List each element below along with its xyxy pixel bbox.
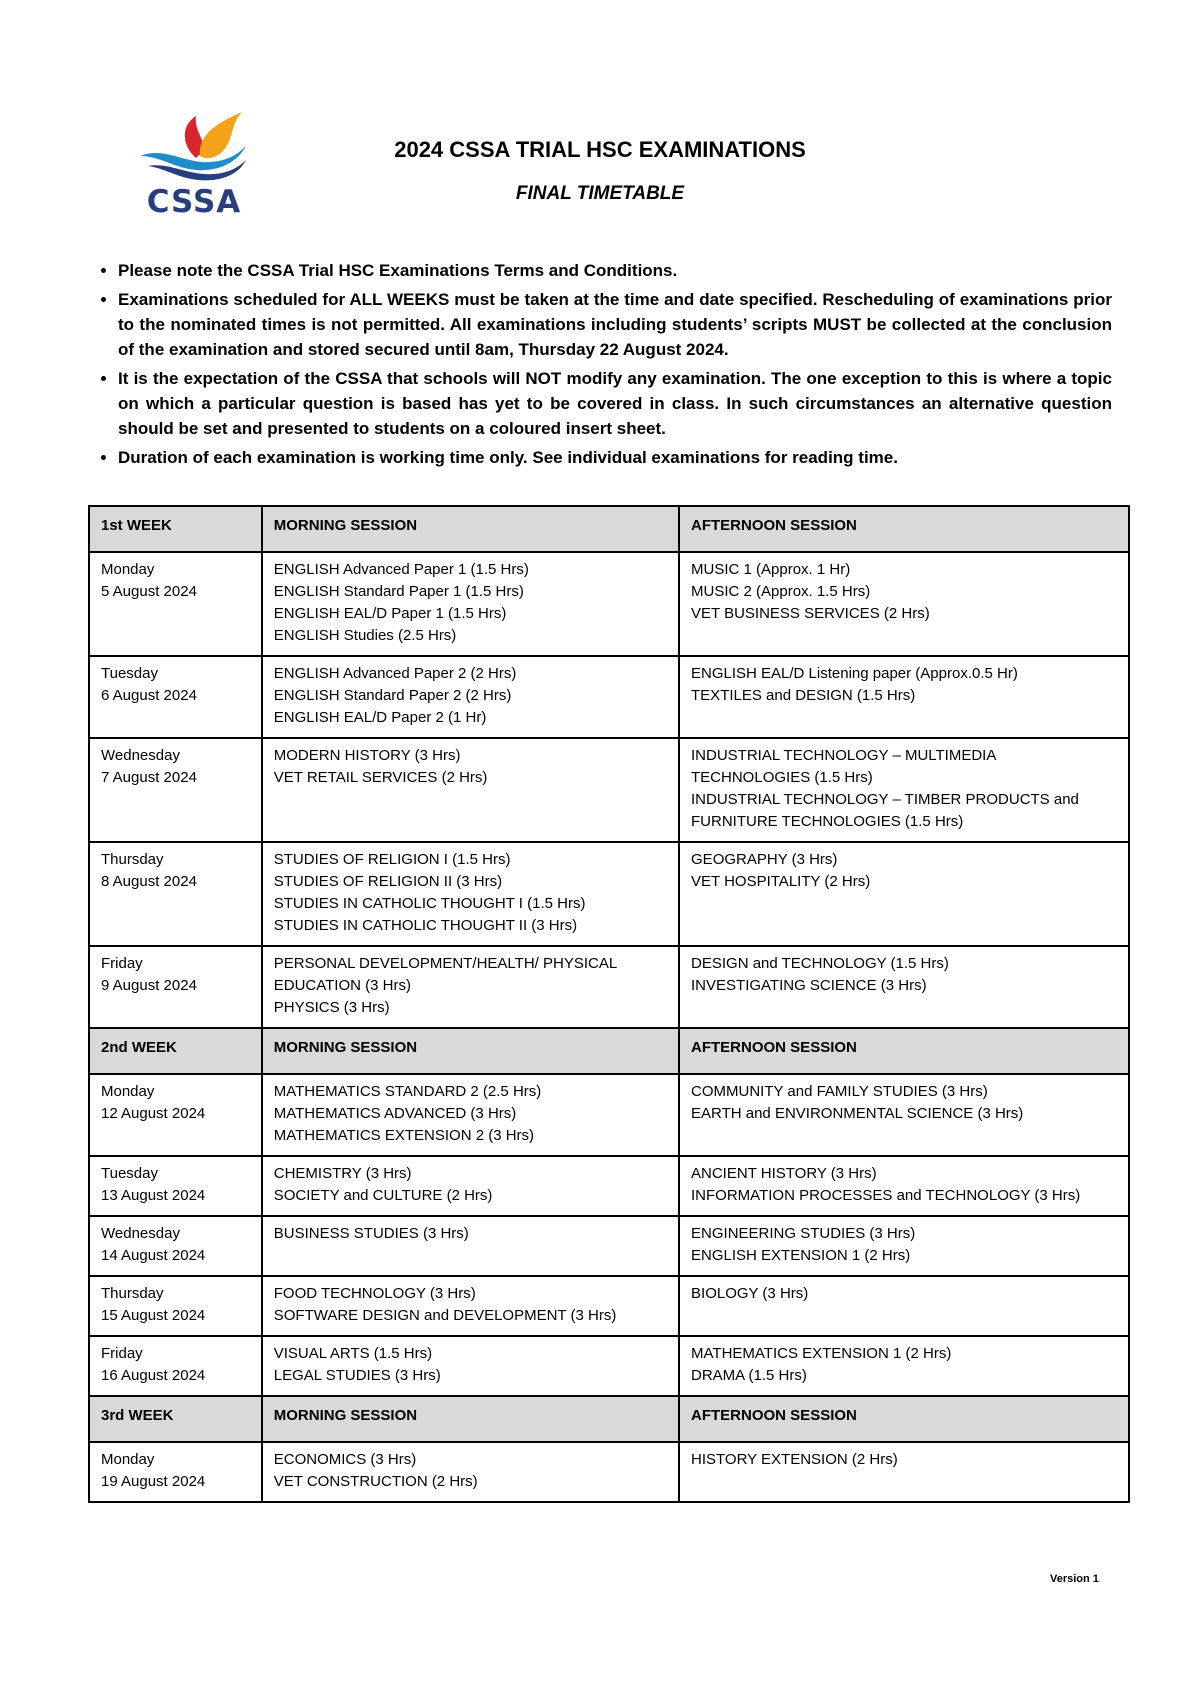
- exam-item: STUDIES OF RELIGION I (1.5 Hrs): [273, 851, 511, 868]
- exam-item: VET RETAIL SERVICES (2 Hrs): [273, 769, 488, 786]
- exam-item: BUSINESS STUDIES (3 Hrs): [273, 1225, 469, 1242]
- exam-item: ENGLISH EAL/D Listening paper (Approx.0.5 Hr): [691, 665, 1018, 682]
- day-date: 6 August 2024: [101, 687, 197, 704]
- note-item: • Examinations scheduled for ALL WEEKS must be taken at the time and date specified. Rescheduling of examinations prior to the nominated times is not permitted. All examinations including students’ scripts MUST be collected at the conclusion of the examination and stored secured until 8am, Thursday 22 August 2024.: [118, 287, 1112, 362]
- week-header-row: [89, 1396, 1129, 1442]
- day-date: 5 August 2024: [101, 583, 197, 600]
- exam-item: MATHEMATICS EXTENSION 2 (3 Hrs): [273, 1127, 535, 1144]
- exam-item: EARTH and ENVIRONMENTAL SCIENCE (3 Hrs): [691, 1105, 1024, 1122]
- day-name: Thursday: [101, 851, 164, 868]
- exam-item: VISUAL ARTS (1.5 Hrs): [273, 1345, 433, 1362]
- day-cell: [89, 1074, 262, 1156]
- morning-cell: [262, 1336, 679, 1396]
- morning-cell: [262, 1074, 679, 1156]
- exam-item: MATHEMATICS EXTENSION 1 (2 Hrs): [691, 1345, 952, 1362]
- page-title: 2024 CSSA TRIAL HSC EXAMINATIONS: [394, 137, 806, 162]
- morning-session-header: MORNING SESSION: [262, 1028, 679, 1074]
- exam-item: LEGAL STUDIES (3 Hrs): [273, 1367, 441, 1384]
- morning-cell: [262, 1216, 679, 1276]
- exam-item: ENGLISH Standard Paper 1 (1.5 Hrs): [273, 583, 524, 600]
- timetable: [88, 505, 1130, 1503]
- day-date: 16 August 2024: [101, 1367, 206, 1384]
- notes-list: [88, 258, 1112, 474]
- morning-cell: [262, 842, 679, 946]
- table-row: [89, 1216, 1129, 1276]
- afternoon-cell: [679, 1216, 1129, 1276]
- exam-item: GEOGRAPHY (3 Hrs): [691, 851, 838, 868]
- exam-item: BIOLOGY (3 Hrs): [691, 1285, 809, 1302]
- table-row: [89, 842, 1129, 946]
- exam-item: CHEMISTRY (3 Hrs): [273, 1165, 412, 1182]
- exam-item: SOFTWARE DESIGN and DEVELOPMENT (3 Hrs): [273, 1307, 617, 1324]
- table-row: [89, 738, 1129, 842]
- exam-item: DESIGN and TECHNOLOGY (1.5 Hrs): [691, 955, 949, 972]
- exam-item: PERSONAL DEVELOPMENT/HEALTH/ PHYSICAL EDUCATION (3 Hrs): [273, 955, 617, 994]
- exam-item: VET HOSPITALITY (2 Hrs): [691, 873, 871, 890]
- exam-item: INDUSTRIAL TECHNOLOGY – MULTIMEDIA TECHNOLOGIES (1.5 Hrs): [691, 747, 996, 786]
- afternoon-cell: [679, 1156, 1129, 1216]
- exam-item: VET CONSTRUCTION (2 Hrs): [273, 1473, 478, 1490]
- table-row: [89, 656, 1129, 738]
- cssa-logo: [134, 106, 254, 226]
- afternoon-cell: [679, 738, 1129, 842]
- exam-item: INVESTIGATING SCIENCE (3 Hrs): [691, 977, 927, 994]
- page-subtitle: FINAL TIMETABLE: [515, 183, 685, 204]
- morning-cell: [262, 1156, 679, 1216]
- day-date: 15 August 2024: [101, 1307, 206, 1324]
- exam-item: VET BUSINESS SERVICES (2 Hrs): [691, 605, 930, 622]
- exam-item: STUDIES OF RELIGION II (3 Hrs): [273, 873, 503, 890]
- day-cell: [89, 842, 262, 946]
- table-row: [89, 1074, 1129, 1156]
- exam-item: SOCIETY and CULTURE (2 Hrs): [273, 1187, 493, 1204]
- day-name: Wednesday: [101, 747, 180, 764]
- afternoon-cell: [679, 842, 1129, 946]
- morning-cell: [262, 946, 679, 1028]
- morning-cell: [262, 656, 679, 738]
- day-cell: [89, 1276, 262, 1336]
- day-cell: [89, 656, 262, 738]
- day-cell: [89, 1216, 262, 1276]
- day-date: 7 August 2024: [101, 769, 197, 786]
- exam-item: MATHEMATICS STANDARD 2 (2.5 Hrs): [273, 1083, 542, 1100]
- afternoon-session-header: AFTERNOON SESSION: [679, 506, 1129, 552]
- day-cell: [89, 1336, 262, 1396]
- afternoon-session-header: AFTERNOON SESSION: [679, 1028, 1129, 1074]
- note-item: • Please note the CSSA Trial HSC Examinations Terms and Conditions.: [118, 258, 1112, 283]
- version-label: Version 1: [1050, 1573, 1099, 1585]
- morning-cell: [262, 552, 679, 656]
- exam-item: MUSIC 2 (Approx. 1.5 Hrs): [691, 583, 871, 600]
- table-row: [89, 552, 1129, 656]
- exam-item: COMMUNITY and FAMILY STUDIES (3 Hrs): [691, 1083, 988, 1100]
- morning-cell: [262, 1276, 679, 1336]
- week-header-row: [89, 1028, 1129, 1074]
- table-row: [89, 946, 1129, 1028]
- timetable-body: [89, 506, 1129, 1502]
- exam-item: FOOD TECHNOLOGY (3 Hrs): [273, 1285, 476, 1302]
- morning-cell: [262, 1442, 679, 1502]
- day-name: Wednesday: [101, 1225, 180, 1242]
- exam-item: DRAMA (1.5 Hrs): [691, 1367, 807, 1384]
- exam-item: ENGLISH Advanced Paper 1 (1.5 Hrs): [273, 561, 529, 578]
- note-item: • It is the expectation of the CSSA that schools will NOT modify any examination. The one exception to this is where a topic on which a particular question is based has yet to be covered in class. In such circumstances an alternative question should be set and presented to students on a coloured insert sheet.: [118, 366, 1112, 441]
- morning-session-header: MORNING SESSION: [262, 1396, 679, 1442]
- day-cell: [89, 1442, 262, 1502]
- exam-item: ENGLISH EAL/D Paper 1 (1.5 Hrs): [273, 605, 507, 622]
- exam-item: ECONOMICS (3 Hrs): [273, 1451, 417, 1468]
- exam-item: ENGLISH Advanced Paper 2 (2 Hrs): [273, 665, 517, 682]
- exam-item: TEXTILES and DESIGN (1.5 Hrs): [691, 687, 916, 704]
- day-date: 13 August 2024: [101, 1187, 206, 1204]
- exam-item: STUDIES IN CATHOLIC THOUGHT II (3 Hrs): [273, 917, 578, 934]
- exam-item: ENGINEERING STUDIES (3 Hrs): [691, 1225, 916, 1242]
- day-name: Monday: [101, 1083, 155, 1100]
- day-date: 19 August 2024: [101, 1473, 206, 1490]
- exam-item: INDUSTRIAL TECHNOLOGY – TIMBER PRODUCTS and FURNITURE TECHNOLOGIES (1.5 Hrs): [691, 791, 1079, 830]
- week-label: 3rd WEEK: [89, 1396, 262, 1442]
- exam-item: ENGLISH EAL/D Paper 2 (1 Hr): [273, 709, 487, 726]
- day-name: Thursday: [101, 1285, 164, 1302]
- table-row: [89, 1442, 1129, 1502]
- afternoon-cell: [679, 552, 1129, 656]
- afternoon-cell: [679, 1074, 1129, 1156]
- afternoon-cell: [679, 1276, 1129, 1336]
- day-cell: [89, 946, 262, 1028]
- note-item: • Duration of each examination is working time only. See individual examinations for reading time.: [118, 445, 1112, 470]
- afternoon-cell: [679, 1442, 1129, 1502]
- day-name: Monday: [101, 1451, 155, 1468]
- afternoon-session-header: AFTERNOON SESSION: [679, 1396, 1129, 1442]
- exam-item: MODERN HISTORY (3 Hrs): [273, 747, 461, 764]
- exam-item: PHYSICS (3 Hrs): [273, 999, 390, 1016]
- exam-item: STUDIES IN CATHOLIC THOUGHT I (1.5 Hrs): [273, 895, 586, 912]
- day-name: Friday: [101, 1345, 143, 1362]
- morning-session-header: MORNING SESSION: [262, 506, 679, 552]
- day-date: 9 August 2024: [101, 977, 197, 994]
- logo-wordmark: CSSA: [146, 184, 242, 220]
- exam-item: INFORMATION PROCESSES and TECHNOLOGY (3 Hrs): [691, 1187, 1081, 1204]
- afternoon-cell: [679, 656, 1129, 738]
- afternoon-cell: [679, 1336, 1129, 1396]
- exam-item: MATHEMATICS ADVANCED (3 Hrs): [273, 1105, 517, 1122]
- day-date: 8 August 2024: [101, 873, 197, 890]
- table-row: [89, 1336, 1129, 1396]
- day-name: Friday: [101, 955, 143, 972]
- day-cell: [89, 552, 262, 656]
- exam-item: ANCIENT HISTORY (3 Hrs): [691, 1165, 877, 1182]
- day-date: 14 August 2024: [101, 1247, 206, 1264]
- week-label: 1st WEEK: [89, 506, 262, 552]
- table-row: [89, 1156, 1129, 1216]
- day-cell: [89, 738, 262, 842]
- day-cell: [89, 1156, 262, 1216]
- table-row: [89, 1276, 1129, 1336]
- week-label: 2nd WEEK: [89, 1028, 262, 1074]
- exam-item: ENGLISH Studies (2.5 Hrs): [273, 627, 457, 644]
- afternoon-cell: [679, 946, 1129, 1028]
- week-header-row: [89, 506, 1129, 552]
- day-name: Tuesday: [101, 665, 158, 682]
- exam-item: HISTORY EXTENSION (2 Hrs): [691, 1451, 898, 1468]
- day-name: Monday: [101, 561, 155, 578]
- day-date: 12 August 2024: [101, 1105, 206, 1122]
- exam-item: ENGLISH Standard Paper 2 (2 Hrs): [273, 687, 512, 704]
- exam-item: ENGLISH EXTENSION 1 (2 Hrs): [691, 1247, 911, 1264]
- exam-item: MUSIC 1 (Approx. 1 Hr): [691, 561, 851, 578]
- morning-cell: [262, 738, 679, 842]
- day-name: Tuesday: [101, 1165, 158, 1182]
